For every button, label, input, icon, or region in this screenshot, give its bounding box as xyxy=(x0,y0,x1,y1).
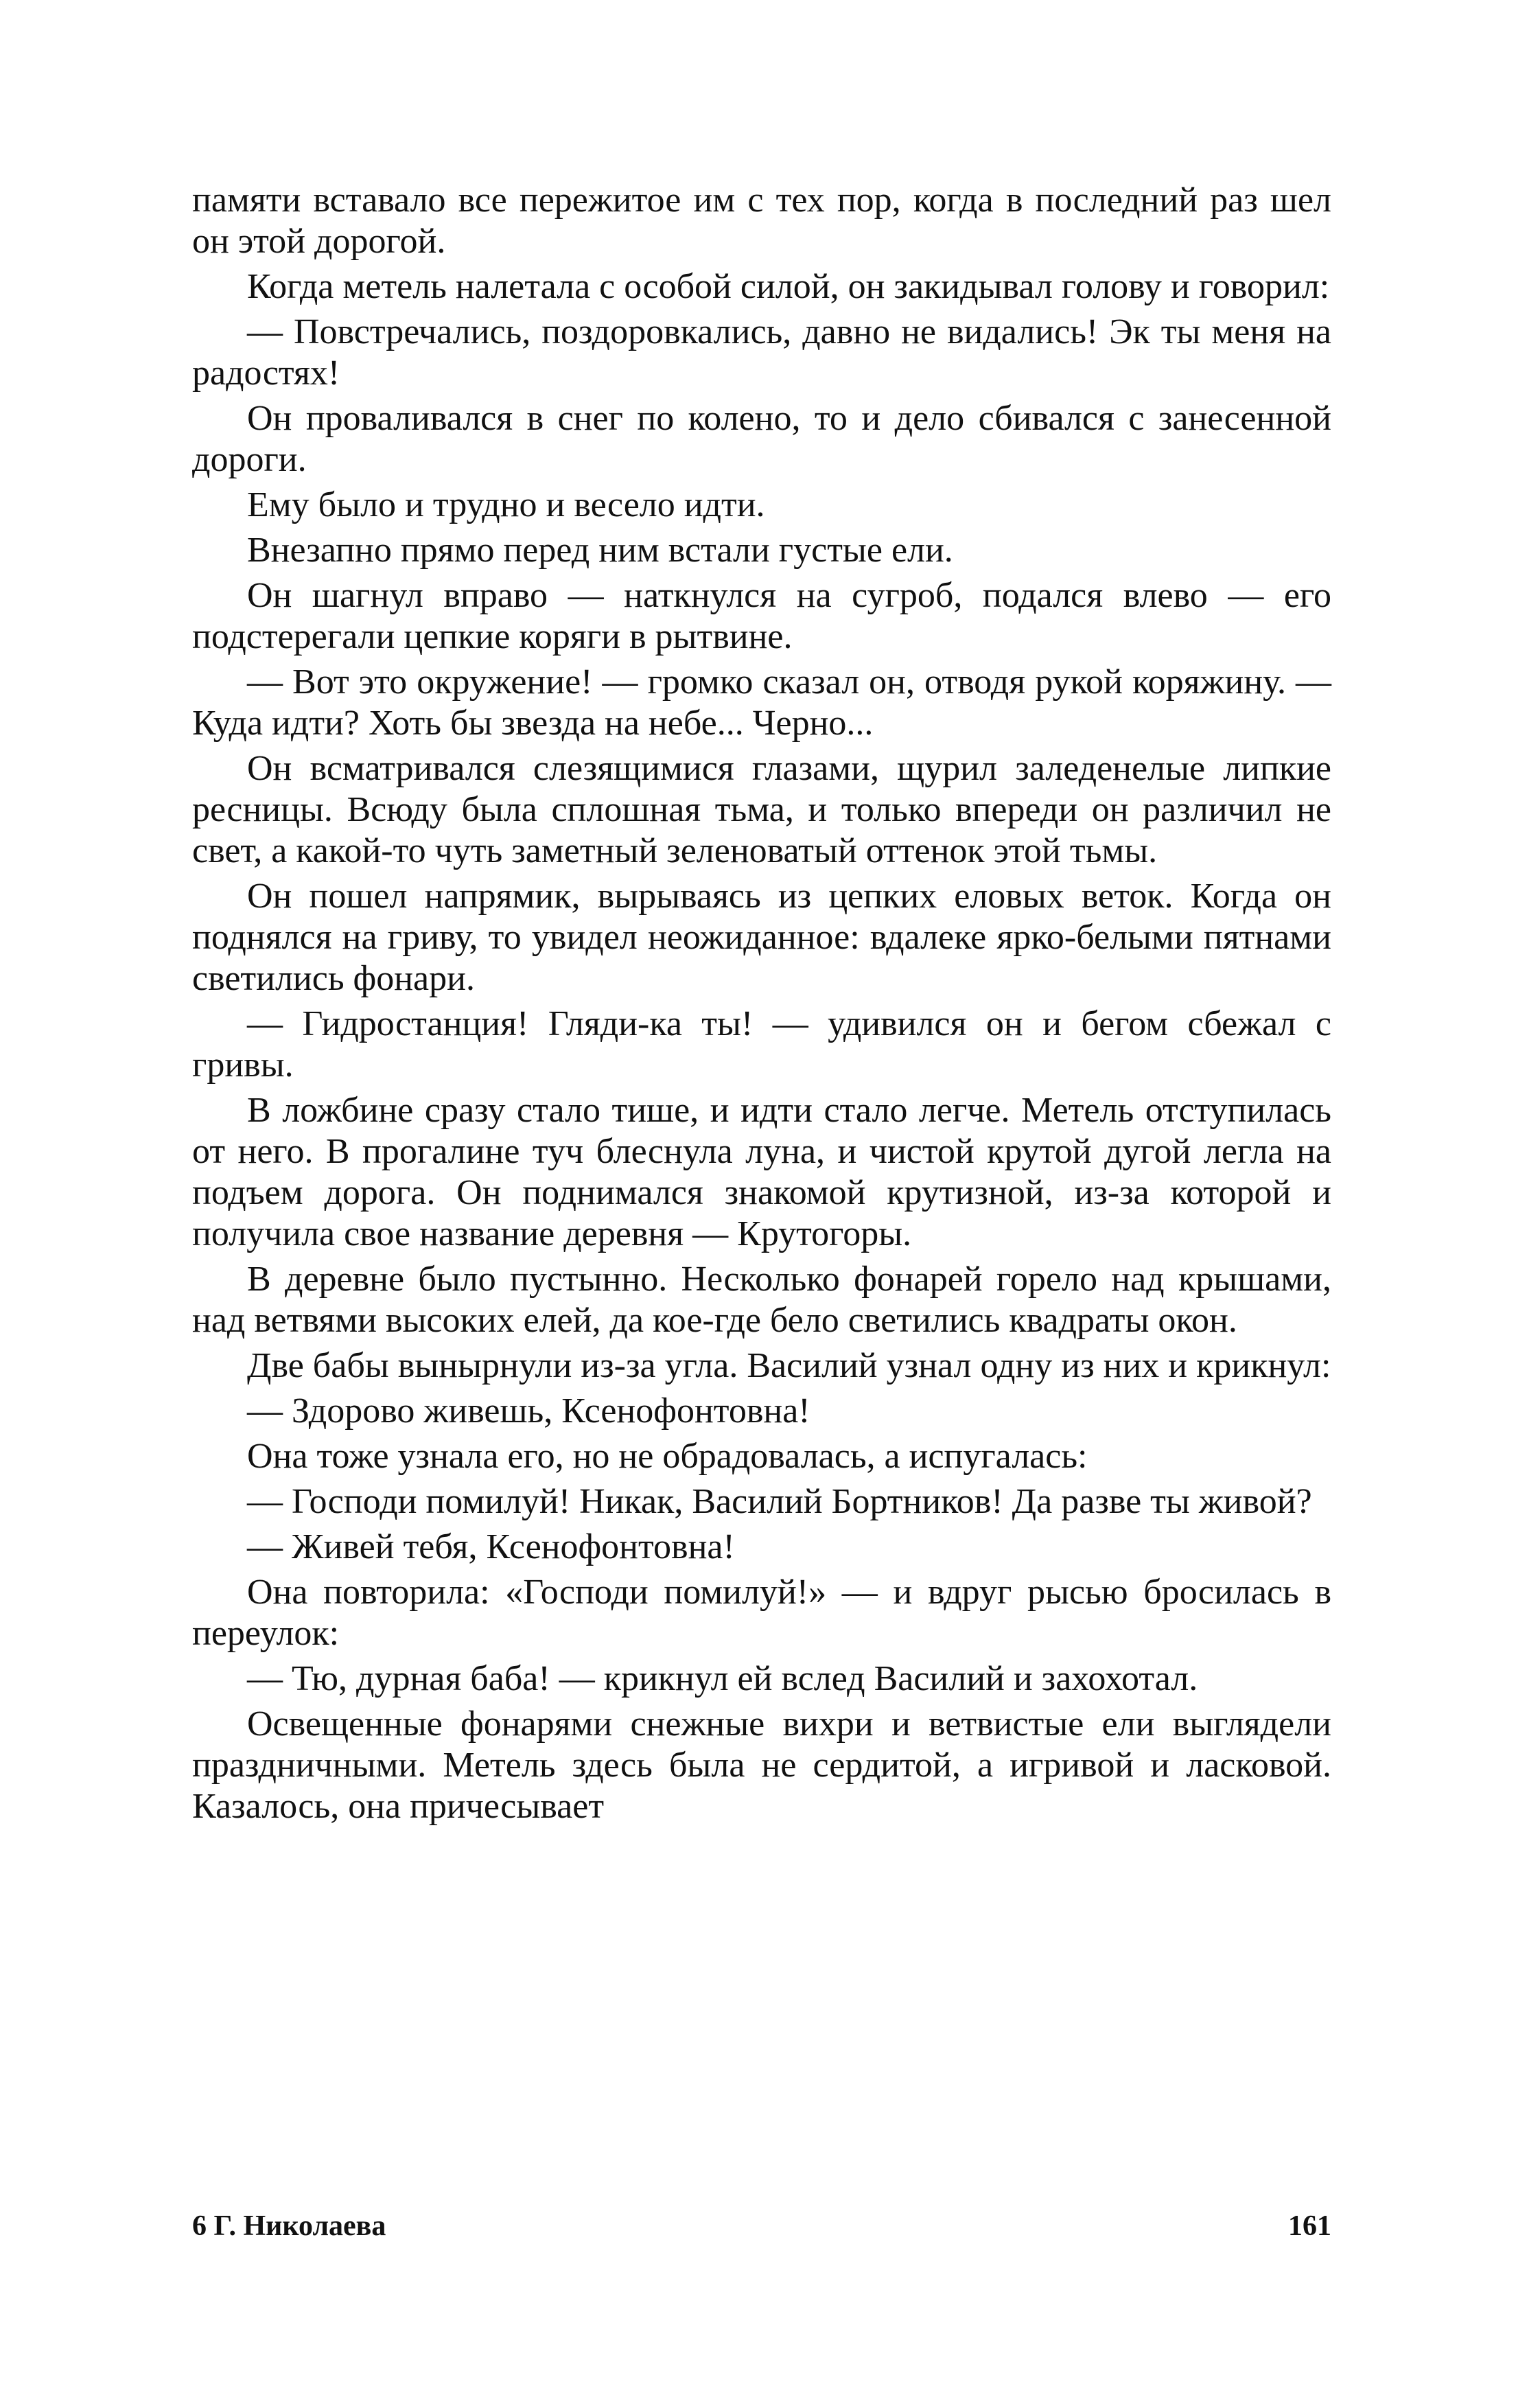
paragraph-3: — Повстречались, поздоровкались, давно не видались! Эк ты меня на радостях! xyxy=(192,312,1331,393)
paragraph-14: Две бабы вынырнули из-за угла. Василий узнал одну из них и крикнул: xyxy=(247,1346,1331,1385)
paragraph-20: — Тю, дурная баба! — крикнул ей вслед Василий и захохотал. xyxy=(247,1659,1198,1698)
body-text xyxy=(192,180,1331,1831)
paragraph-17: — Господи помилуй! Никак, Василий Бортников! Да разве ты живой? xyxy=(247,1482,1312,1521)
paragraph-5: Ему было и трудно и весело идти. xyxy=(247,485,765,524)
paragraph-15: — Здорово живешь, Ксенофонтовна! xyxy=(247,1391,810,1431)
page-number: 161 xyxy=(1288,2210,1331,2242)
paragraph-11: — Гидростанция! Гляди-ка ты! — удивился он и бегом сбежал с гривы. xyxy=(192,1004,1331,1085)
printer-signature: 6 Г. Николаева xyxy=(192,2210,386,2242)
paragraph-2: Когда метель налетала с особой силой, он закидывал голову и говорил: xyxy=(247,267,1330,306)
paragraph-21: Освещенные фонарями снежные вихри и ветвистые ели выглядели праздничными. Метель здесь была не сердитой, а игривой и ласковой. Казалось, она причесывает xyxy=(192,1704,1331,1826)
paragraph-6: Внезапно прямо перед ним встали густые ели. xyxy=(247,531,953,570)
paragraph-9: Он всматривался слезящимися глазами, щурил заледенелые липкие ресницы. Всюду была сплошная тьма, и только впереди он различил не свет, а какой-то чуть заметный зеленоватый оттенок этой тьмы. xyxy=(192,749,1331,870)
paragraph-4: Он проваливался в снег по колено, то и дело сбивался с занесенной дороги. xyxy=(192,399,1331,479)
paragraph-16: Она тоже узнала его, но не обрадовалась, а испугалась: xyxy=(247,1437,1088,1476)
paragraph-8: — Вот это окружение! — громко сказал он, отводя рукой коряжину. — Куда идти? Хоть бы звезда на небе... Черно... xyxy=(192,662,1331,743)
paragraph-7: Он шагнул вправо — наткнулся на сугроб, подался влево — его подстерегали цепкие коряги в рытвине. xyxy=(192,576,1331,656)
paragraph-12: В ложбине сразу стало тише, и идти стало легче. Метель отступилась от него. В прогалине туч блеснула луна, и чистой крутой дугой легла на подъем дорога. Он поднимался знакомой крутизной, из-за которой и получила свое название деревня — Крутогоры. xyxy=(192,1091,1331,1253)
paragraph-1: памяти вставало все пережитое им с тех пор, когда в последний раз шел он этой дорогой. xyxy=(192,181,1331,261)
paragraph-10: Он пошел напрямик, вырываясь из цепких еловых веток. Когда он поднялся на гриву, то увидел неожиданное: вдалеке ярко-белыми пятнами светились фонари. xyxy=(192,877,1331,998)
paragraph-19: Она повторила: «Господи помилуй!» — и вдруг рысью бросилась в переулок: xyxy=(192,1573,1331,1653)
paragraph-18: — Живей тебя, Ксенофонтовна! xyxy=(247,1527,735,1566)
paragraph-13: В деревне было пустынно. Несколько фонарей горело над крышами, над ветвями высоких елей, да кое-где бело светились квадраты окон. xyxy=(192,1260,1331,1340)
